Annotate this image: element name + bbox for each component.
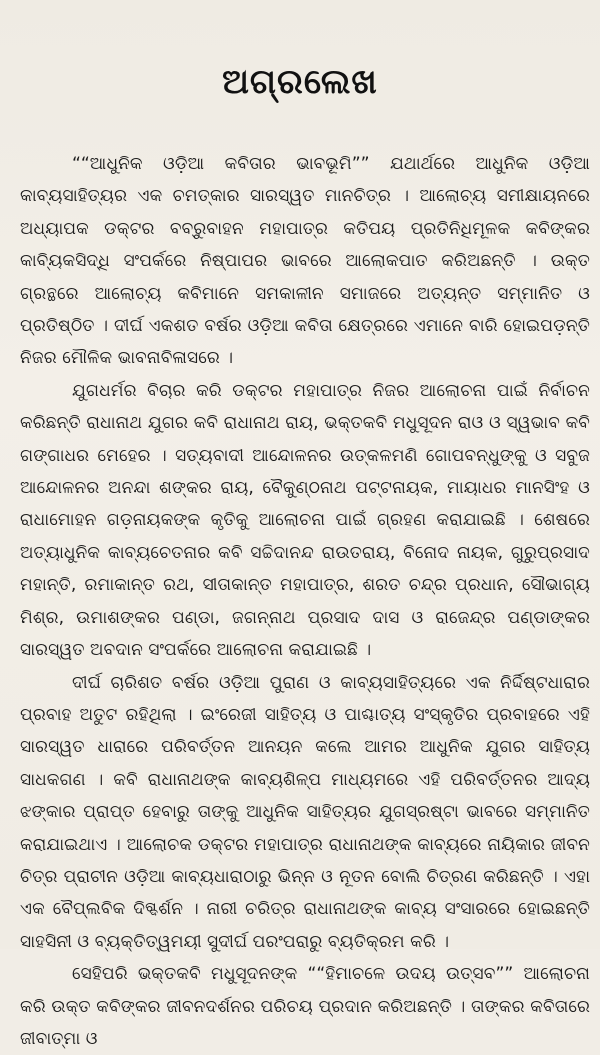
paragraph-2: ଯୁଗଧର୍ମର ବିଚାର କରି ଡକ୍ଟର ମହାପାତ୍ର ନିଜର ଆଲୋଚନା ପାଇଁ ନିର୍ବାଚନ କରିଛନ୍ତି ରାଧାନାଥ ଯୁଗର କବି ରାଧାନାଥ ରାୟ, ଭକ୍ତକବି ମଧୁସୂଦନ ରାଓ ଓ ସ୍ୱଭାବ କବି ଗଙ୍ଗାଧର ମେହେର । ସତ୍ୟବାଦୀ ଆନ୍ଦୋଳନର ଉତ୍କଳମଣି ଗୋପବନ୍ଧୁଙ୍କୁ ଓ ସବୁଜ ଆନ୍ଦୋଳନର ଅନନ୍ଦା ଶଙ୍କର ରାୟ, ବୈକୁଣ୍ଠନାଥ ପଟ୍ଟନାୟକ, ମାୟାଧର ମାନସିଂହ ଓ ରାଧାମୋହନ ଗଡ଼ନାୟକଙ୍କ କୃତିକୁ ଆଲୋଚନା ପାଇଁ ଗ୍ରହଣ କରାଯାଇଛି । ଶେଷରେ ଅତ୍ୟାଧୁନିକ କାବ୍ୟଚେତନାର କବି ସଚ୍ଚିଦାନନ୍ଦ ରାଉତରାୟ, ବିନୋଦ ନାୟକ, ଗୁରୁପ୍ରସାଦ ମହାନ୍ତି, ରମାକାନ୍ତ ରଥ, ସୀତାକାନ୍ତ ମହାପାତ୍ର, ଶରତ ଚନ୍ଦ୍ର ପ୍ରଧାନ, ସୌଭାଗ୍ୟ ମିଶ୍ର, ଉମାଶଙ୍କର ପଣ୍ଡା, ଜଗନ୍ନାଥ ପ୍ରସାଦ ଦାସ ଓ ରାଜେନ୍ଦ୍ର ପଣ୍ଡାଙ୍କର ସାରସ୍ୱତ ଅବଦାନ ସଂପର୍କରେ ଆଲୋଚନା କରାଯାଇଛି । [20, 380, 590, 661]
body-text [20, 148, 590, 1055]
paragraph-4: ସେହିପରି ଭକ୍ତକବି ମଧୁସୂଦନଙ୍କ ““ହିମାଚଳେ ଉଦୟ ଉତ୍ସବ”” ଆଲୋଚନା କରି ଉକ୍ତ କବିଙ୍କର ଜୀବନଦର୍ଶନର ପରିଚୟ ପ୍ରଦାନ କରିଅଛନ୍ତି । ତାଙ୍କର କବିତାରେ ଜୀବାତ୍ମା ଓ [20, 964, 590, 1049]
paragraph-3: ଦୀର୍ଘ ଚାରିଶତ ବର୍ଷର ଓଡ଼ିଆ ପୁରାଣ ଓ କାବ୍ୟସାହିତ୍ୟରେ ଏକ ନିର୍ଦ୍ଦିଷ୍ଟଧାରାର ପ୍ରବାହ ଅତୁଟ ରହିଥିଲା । ଇଂରେଜୀ ସାହିତ୍ୟ ଓ ପାଶ୍ଚାତ୍ୟ ସଂସ୍କୃତିର ପ୍ରବାହରେ ଏହି ସାରସ୍ୱତ ଧାରାରେ ପରିବର୍ତ୍ତନ ଆନୟନ କଲେ ଆମର ଆଧୁନିକ ଯୁଗର ସାହିତ୍ୟ ସାଧକଗଣ । କବି ରାଧାନାଥଙ୍କ କାବ୍ୟଶିଳ୍ପ ମାଧ୍ୟମରେ ଏହି ପରିବର୍ତ୍ତନର ଆଦ୍ୟ ଝଙ୍କାର ପ୍ରାପ୍ତ ହେବାରୁ ତାଙ୍କୁ ଆଧୁନିକ ସାହିତ୍ୟର ଯୁଗସ୍ରଷ୍ଟା ଭାବରେ ସମ୍ମାନିତ କରାଯାଇଥାଏ । ଆଲୋଚକ ଡକ୍ଟର ମହାପାତ୍ର ରାଧାନାଥଙ୍କ କାବ୍ୟରେ ନାୟିକାର ଜୀବନ ଚିତ୍ର ପ୍ରାଚୀନ ଓଡ଼ିଆ କାବ୍ୟଧାରାଠାରୁ ଭିନ୍ନ ଓ ନୂତନ ବୋଲି ଚିତ୍ରଣ କରିଛନ୍ତି । ଏହା ଏକ ବୈପ୍ଲବିକ ଦିଗ୍ଦର୍ଶନ । ନାରୀ ଚରିତ୍ର ରାଧାନାଥଙ୍କ କାବ୍ୟ ସଂସାରରେ ହୋଇଛନ୍ତି ସାହସିନୀ ଓ ବ୍ୟକ୍ତିତ୍ୱମୟୀ ସୁଦୀର୍ଘ ପରଂପରାରୁ ବ୍ୟତିକ୍ରମ କରି । [20, 672, 590, 952]
paragraph-1: ““ଆଧୁନିକ ଓଡ଼ିଆ କବିତାର ଭାବଭୂମି”” ଯଥାର୍ଥରେ ଆଧୁନିକ ଓଡ଼ିଆ କାବ୍ୟସାହିତ୍ୟର ଏକ ଚମତ୍କାର ସାରସ୍ୱତ ମାନଚିତ୍ର । ଆଲୋଚ୍ୟ ସମୀକ୍ଷାୟନରେ ଅଧ୍ୟାପକ ଡକ୍ଟର ବବ୍ରୁବାହନ ମହାପାତ୍ର କତିପୟ ପ୍ରତିନିଧିମୂଳକ କବିଙ୍କର କାବ୍ୟିକସିଦ୍ଧି ସଂପର୍କରେ ନିଷ୍ପାପର ଭାବରେ ଆଲୋକପାତ କରିଅଛନ୍ତି । ଉକ୍ତ ଗ୍ରନ୍ଥରେ ଆଲୋଚ୍ୟ କବିମାନେ ସମକାଳୀନ ସମାଜରେ ଅତ୍ୟନ୍ତ ସମ୍ମାନିତ ଓ ପ୍ରତିଷ୍ଠିତ । ଦୀର୍ଘ ଏକଶତ ବର୍ଷର ଓଡ଼ିଆ କବିତା କ୍ଷେତ୍ରରେ ଏମାନେ ବାରି ହୋଇପଡ଼ନ୍ତି ନିଜର ମୌଳିକ ଭାବନାବିଳାସରେ । [20, 154, 590, 369]
page-title: ଅଗ୍ରଲେଖ [222, 62, 378, 102]
